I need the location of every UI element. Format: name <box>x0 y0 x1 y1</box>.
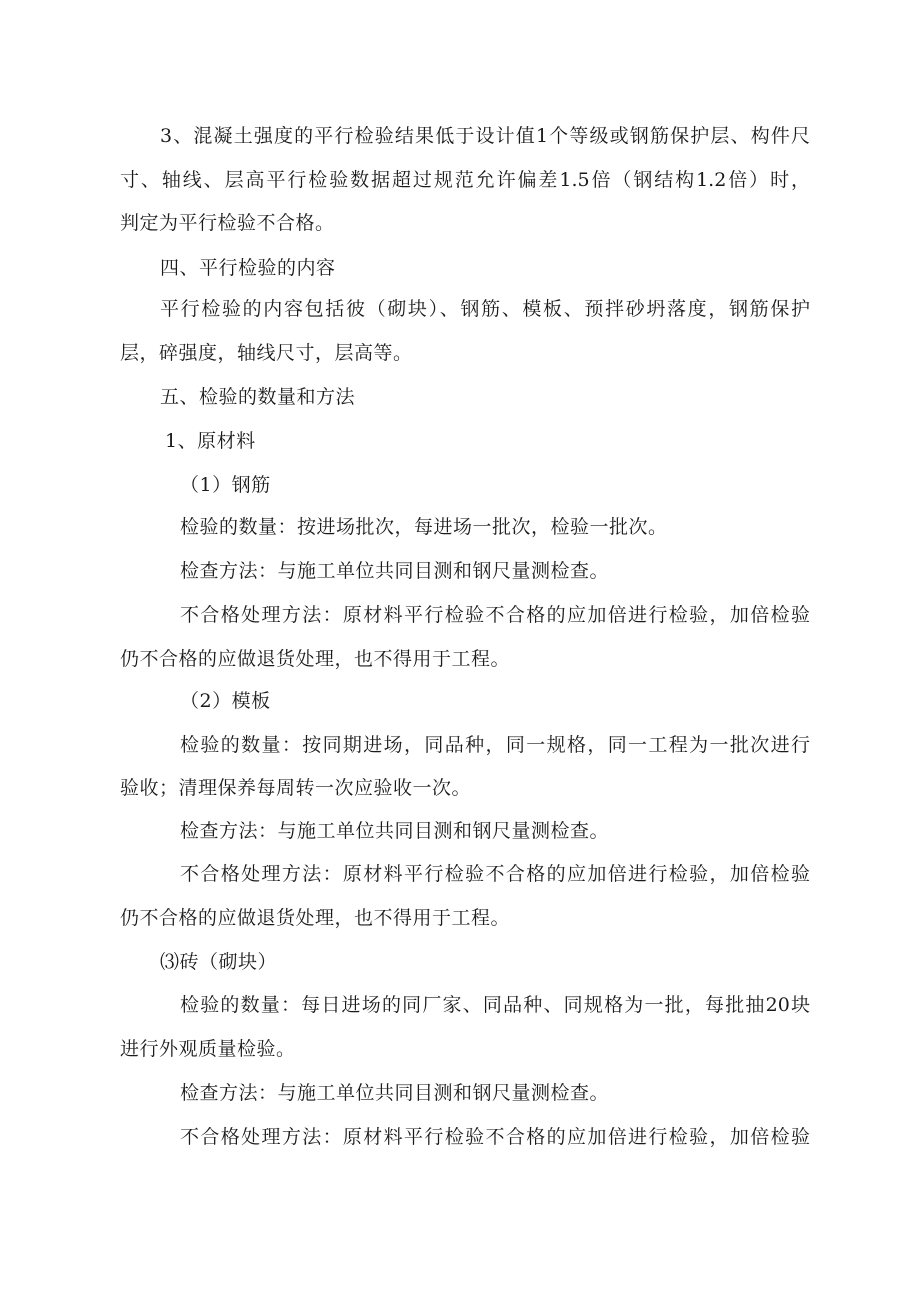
paragraph-line: 层，碎强度，轴线尺寸，层高等。 <box>120 342 413 364</box>
item-heading: （1）钢筋 <box>180 474 271 496</box>
paragraph-line: 不合格处理方法：原材料平行检验不合格的应加倍进行检验，加倍检验 <box>180 863 810 885</box>
paragraph-line: 不合格处理方法：原材料平行检验不合格的应加倍进行检验，加倍检验 <box>180 1126 810 1148</box>
paragraph-line: 不合格处理方法：原材料平行检验不合格的应加倍进行检验，加倍检验 <box>180 604 810 626</box>
section-heading: 五、检验的数量和方法 <box>160 386 356 408</box>
paragraph-line: 检查方法：与施工单位共同目测和钢尺量测检查。 <box>180 1082 610 1104</box>
paragraph-line: 验收；清理保养每周转一次应验收一次。 <box>120 777 472 799</box>
subsection-heading: 1、原材料 <box>165 430 256 452</box>
paragraph-line: 检验的数量：按进场批次，每进场一批次，检验一批次。 <box>180 516 668 538</box>
paragraph-line: 检查方法：与施工单位共同目测和钢尺量测检查。 <box>180 820 610 842</box>
paragraph-line: 寸、轴线、层高平行检验数据超过规范允许偏差1.5倍（钢结构1.2倍）时， <box>120 169 810 191</box>
paragraph-line: 仍不合格的应做退货处理，也不得用于工程。 <box>120 648 511 670</box>
paragraph-line: 判定为平行检验不合格。 <box>120 212 335 234</box>
paragraph-line: 检验的数量：按同期进场，同品种，同一规格，同一工程为一批次进行 <box>180 734 810 756</box>
paragraph-line: 检查方法：与施工单位共同目测和钢尺量测检查。 <box>180 560 610 582</box>
paragraph-line: 进行外观质量检验。 <box>120 1038 296 1060</box>
paragraph-line: 仍不合格的应做退货处理，也不得用于工程。 <box>120 907 511 929</box>
paragraph-line: 平行检验的内容包括彼（砌块）、钢筋、模板、预拌砂坍落度，钢筋保护 <box>160 298 810 320</box>
paragraph-line: 3、混凝土强度的平行检验结果低于设计值1个等级或钢筋保护层、构件尺 <box>160 125 810 147</box>
item-heading: ⑶砖（砌块） <box>160 951 278 973</box>
paragraph-line: 检验的数量：每日进场的同厂家、同品种、同规格为一批，每批抽20块 <box>180 994 810 1016</box>
section-heading: 四、平行检验的内容 <box>160 257 336 279</box>
item-heading: （2）模板 <box>180 690 271 712</box>
